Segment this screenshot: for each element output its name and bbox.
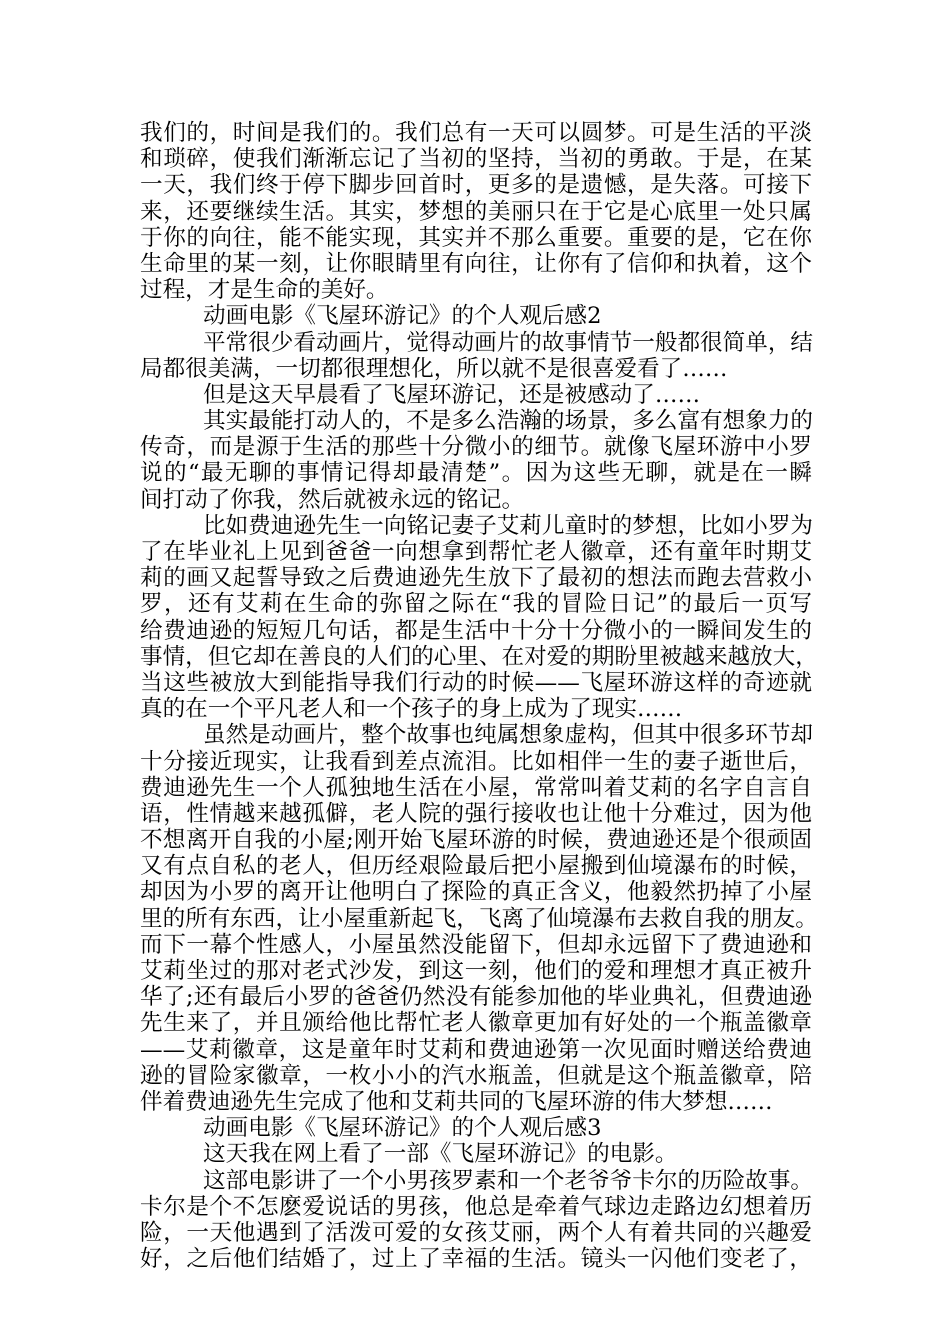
document-body — [140, 120, 818, 1273]
text-line: 其实最能打动人的，不是多么浩瀚的场景，多么富有想象力的 — [203, 408, 814, 435]
text-line: 了在毕业礼上见到爸爸一向想拿到帮忙老人徽章，还有童年时期艾 — [140, 539, 812, 565]
text-line: 伴着费迪逊先生完成了他和艾莉共同的飞屋环游的伟大梦想…… — [140, 1088, 773, 1115]
text-line: 于你的向往，能不能实现，其实并不那么重要。重要的是，它在你 — [140, 224, 812, 251]
text-line: 卡尔是个不怎麽爱说话的男孩，他总是牵着气球边走路边幻想着历 — [140, 1193, 812, 1220]
text-line: 不想离开自我的小屋;刚开始飞屋环游的时候，费迪逊还是个很顽固 — [140, 827, 812, 854]
text-line: 来，还要继续生活。其实，梦想的美丽只在于它是心底里一处只属 — [140, 198, 812, 225]
text-line: 我们的，时间是我们的。我们总有一天可以圆梦。可是生活的平淡 — [140, 120, 812, 146]
text-line: 华了;还有最后小罗的爸爸仍然没有能参加他的毕业典礼，但费迪逊 — [140, 984, 812, 1011]
text-line: 先生来了，并且颁给他比帮忙老人徽章更加有好处的一个瓶盖徽章 — [140, 1010, 812, 1037]
text-line: 比如费迪逊先生一向铭记妻子艾莉儿童时的梦想，比如小罗为 — [203, 512, 814, 539]
text-line: 却因为小罗的离开让他明白了探险的真正含义，他毅然扔掉了小屋 — [140, 879, 812, 906]
text-line: 和琐碎，使我们渐渐忘记了当初的坚持，当初的勇敢。于是，在某 — [140, 146, 812, 173]
section-heading: 动画电影《飞屋环游记》的个人观后感2 — [203, 303, 602, 330]
text-line: 间打动了你我，然后就被永远的铭记。 — [140, 486, 525, 513]
text-line: 说的“最无聊的事情记得却最清楚”。因为这些无聊，就是在一瞬 — [140, 460, 812, 487]
text-line: 虽然是动画片，整个故事也纯属想象虚构，但其中很多环节却 — [203, 722, 814, 749]
text-line: 平常很少看动画片，觉得动画片的故事情节一般都很简单，结 — [203, 329, 814, 356]
text-line: 莉的画又起誓导致之后费迪逊先生放下了最初的想法而跑去营救小 — [140, 565, 812, 592]
section-heading: 动画电影《飞屋环游记》的个人观后感3 — [203, 1115, 602, 1142]
text-line: 逊的冒险家徽章，一枚小小的汽水瓶盖，但就是这个瓶盖徽章，陪 — [140, 1062, 812, 1089]
text-line: 罗，还有艾莉在生命的弥留之际在“我的冒险日记”的最后一页写 — [140, 591, 812, 618]
text-line: 真的在一个平凡老人和一个孩子的身上成为了现实…… — [140, 696, 683, 723]
text-line: 语，性情越来越孤僻，老人院的强行接收也让他十分难过，因为他 — [140, 800, 812, 827]
text-line: 事情，但它却在善良的人们的心里、在对爱的期盼里被越来越放大， — [140, 643, 818, 670]
text-line: 险，一天他遇到了活泼可爱的女孩艾丽，两个人有着共同的兴趣爱 — [140, 1219, 812, 1246]
text-line: 这天我在网上看了一部《飞屋环游记》的电影。 — [203, 1141, 678, 1168]
text-line: 给费迪逊的短短几句话，都是生活中十分十分微小的一瞬间发生的 — [140, 617, 812, 644]
text-line: 又有点自私的老人，但历经艰险最后把小屋搬到仙境瀑布的时候， — [140, 853, 812, 880]
text-line: 十分接近现实，让我看到差点流泪。比如相伴一生的妻子逝世后， — [140, 748, 812, 775]
text-line: 局都很美满，一切都很理想化，所以就不是很喜爱看了…… — [140, 355, 728, 382]
text-line: 生命里的某一刻，让你眼睛里有向往，让你有了信仰和执着，这个 — [140, 250, 812, 277]
text-line: ——艾莉徽章，这是童年时艾莉和费迪逊第一次见面时赠送给费迪 — [140, 1036, 812, 1063]
text-line: 但是这天早晨看了飞屋环游记，还是被感动了…… — [203, 381, 701, 408]
text-line: 过程，才是生命的美好。 — [140, 277, 389, 304]
text-line: 而下一幕个性感人，小屋虽然没能留下，但却永远留下了费迪逊和 — [140, 931, 812, 958]
text-line: 当这些被放大到能指导我们行动的时候——飞屋环游这样的奇迹就 — [140, 669, 812, 696]
text-line: 艾莉坐过的那对老式沙发，到这一刻，他们的爱和理想才真正被升 — [140, 958, 812, 984]
text-line: 好，之后他们结婚了，过上了幸福的生活。镜头一闪他们变老了， — [140, 1246, 812, 1273]
text-line: 传奇，而是源于生活的那些十分微小的细节。就像飞屋环游中小罗 — [140, 434, 812, 461]
text-line: 这部电影讲了一个小男孩罗素和一个老爷爷卡尔的历险故事。 — [203, 1167, 814, 1194]
text-line: 一天，我们终于停下脚步回首时，更多的是遗憾，是失落。可接下 — [140, 172, 812, 199]
text-line: 里的所有东西，让小屋重新起飞，飞离了仙境瀑布去救自我的朋友。 — [140, 905, 818, 932]
text-line: 费迪逊先生一个人孤独地生活在小屋，常常叫着艾莉的名字自言自 — [140, 774, 812, 801]
